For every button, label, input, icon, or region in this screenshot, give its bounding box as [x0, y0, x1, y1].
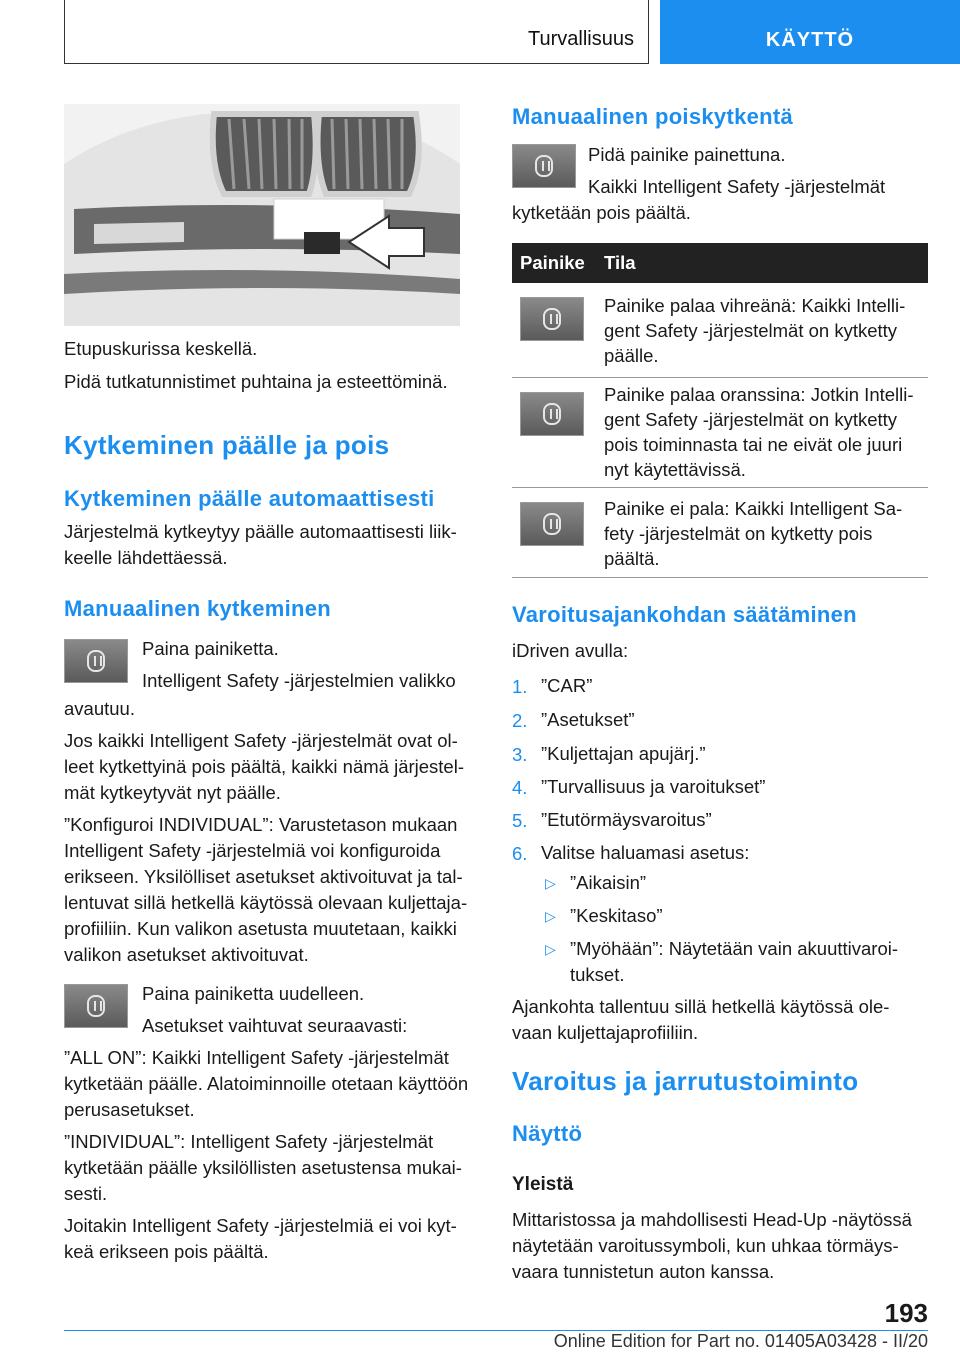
table-row [512, 283, 928, 378]
safety-button-icon [520, 502, 584, 546]
heading-auto-on: Kytkeminen päälle automaattisesti [64, 486, 435, 511]
safety-button-icon [64, 639, 128, 683]
image-caption-location: Etupuskurissa keskellä. [64, 338, 258, 359]
header-chapter-label: KÄYTTÖ [765, 29, 855, 51]
heading-general: Yleistä [512, 1174, 574, 1195]
table-cell-line: nyt käytettävissä. [604, 459, 746, 480]
step-number: 6. [512, 843, 528, 864]
triangle-bullet-icon: ▷ [545, 908, 556, 924]
manual-menu-text-2: avautuu. [64, 698, 135, 719]
heading-warning-timing: Varoitusajankohdan säätäminen [512, 602, 857, 627]
auto-on-text-1: Järjestelmä kytkeytyy päälle automaattisesti liik- [64, 521, 457, 542]
manual-off-hold-text: Pidä painike painettuna. [588, 144, 786, 165]
safety-button-icon [520, 297, 584, 341]
table-cell-line: gent Safety -järjestelmät on kytketty [604, 320, 898, 341]
some-systems-line-1: Joitakin Intelligent Safety -järjestelmiä ei voi kyt- [64, 1215, 457, 1236]
step-text: ”Turvallisuus ja varoitukset” [541, 776, 766, 797]
table-cell-line: päälle. [604, 345, 659, 366]
table-cell-line: Painike ei pala: Kaikki Intelligent Sa- [604, 498, 903, 519]
manual-all-off-line-3: mät kytkeytyvät nyt päälle. [64, 782, 281, 803]
configure-line-3: erikseen. Yksilölliset asetukset aktivoituvat ja tal- [64, 866, 463, 887]
manual-off-all-text-2: kytketään pois päältä. [512, 202, 691, 223]
table-row [512, 378, 928, 488]
table-cell-line: Painike palaa vihreänä: Kaikki Intelli- [604, 295, 906, 316]
heading-switch-on-off: Kytkeminen päälle ja pois [64, 430, 390, 460]
saved-text-2: vaan kuljettajaprofiiliin. [512, 1022, 699, 1043]
step-number: 2. [512, 710, 528, 731]
some-systems-line-2: keä erikseen pois päältä. [64, 1241, 269, 1262]
step-text: ”CAR” [541, 675, 593, 696]
general-line-3: vaara tunnistetun auton kanssa. [512, 1261, 775, 1282]
triangle-bullet-icon: ▷ [545, 875, 556, 891]
option-text: ”Myöhään”: Näytetään vain akuuttivaroi- [570, 938, 899, 959]
configure-line-4: lentuvat sillä hetkellä käytössä olevaan kuljettaja- [64, 892, 468, 913]
page-number: 193 [884, 1298, 928, 1328]
all-on-line-3: perusasetukset. [64, 1099, 195, 1120]
configure-line-2: Intelligent Safety -järjestelmiä voi konfiguroida [64, 840, 441, 861]
safety-button-icon [520, 392, 584, 436]
all-on-line-2: kytketään päälle. Alatoiminnoille otetaan käyttöön [64, 1073, 469, 1094]
auto-on-text-2: keelle lähdettäessä. [64, 547, 228, 568]
option-text: ”Keskitaso” [570, 905, 663, 926]
step-number: 3. [512, 744, 528, 765]
individual-line-2: kytketään päälle yksilöllisten asetustensa mukai- [64, 1157, 462, 1178]
individual-line-3: sesti. [64, 1183, 108, 1204]
configure-line-1: ”Konfiguroi INDIVIDUAL”: Varustetason mukaan [64, 814, 458, 835]
individual-line-1: ”INDIVIDUAL”: Intelligent Safety -järjestelmät [64, 1131, 434, 1152]
option-text-cont: tukset. [570, 964, 625, 985]
idrive-text: iDriven avulla: [512, 640, 629, 661]
safety-button-icon [512, 144, 576, 188]
manual-menu-text-1: Intelligent Safety -järjestelmien valikko [142, 670, 456, 691]
manual-off-all-text-1: Kaikki Intelligent Safety -järjestelmät [588, 176, 886, 197]
configure-line-6: valikon asetukset aktivoituvat. [64, 944, 309, 965]
heading-warning-braking: Varoitus ja jarrutustoiminto [512, 1066, 859, 1096]
manual-all-off-line-2: leet kytkettyinä pois päältä, kaikki nämä järjestel- [64, 756, 464, 777]
header-section-title: Turvallisuus [528, 28, 634, 50]
all-on-line-1: ”ALL ON”: Kaikki Intelligent Safety -järjestelmät [64, 1047, 449, 1068]
table-cell-line: pois toiminnasta tai ne eivät ole juuri [604, 434, 903, 455]
manual-all-off-line-1: Jos kaikki Intelligent Safety -järjestelmät ovat ol- [64, 730, 458, 751]
header-chapter-tab [660, 0, 960, 64]
step-text: ”Kuljettajan apujärj.” [541, 743, 706, 764]
table-cell-line: gent Safety -järjestelmät on kytketty [604, 409, 898, 430]
step-text: ”Asetukset” [541, 709, 635, 730]
general-line-1: Mittaristossa ja mahdollisesti Head-Up -näytössä [512, 1209, 912, 1230]
step-number: 5. [512, 810, 528, 831]
configure-line-5: profiiliin. Kun valikon asetusta muutetaan, kaikki [64, 918, 457, 939]
table-cell-line: fety -järjestelmät on kytketty pois [604, 523, 873, 544]
general-line-2: näytetään varoitussymboli, kun uhkaa törmäys- [512, 1235, 899, 1256]
settings-change-text: Asetukset vaihtuvat seuraavasti: [142, 1015, 408, 1036]
status-table-header [512, 243, 928, 283]
heading-manual-off: Manuaalinen poiskytkentä [512, 104, 794, 129]
safety-button-icon [64, 984, 128, 1028]
table-col-state: Tila [604, 252, 636, 273]
header-section-box [64, 0, 649, 64]
saved-text-1: Ajankohta tallentuu sillä hetkellä käytössä ole- [512, 996, 890, 1017]
car-front-bumper-image [64, 104, 460, 326]
option-text: ”Aikaisin” [570, 872, 647, 893]
step-number: 4. [512, 777, 528, 798]
heading-manual-on: Manuaalinen kytkeminen [64, 596, 332, 621]
table-row [512, 488, 928, 578]
step-text: Valitse haluamasi asetus: [541, 842, 750, 863]
table-cell-line: päältä. [604, 548, 660, 569]
press-again-text: Paina painiketta uudelleen. [142, 983, 365, 1004]
manual-press-text: Paina painiketta. [142, 638, 279, 659]
heading-display: Näyttö [512, 1121, 583, 1146]
triangle-bullet-icon: ▷ [545, 941, 556, 957]
edition-text: Online Edition for Part no. 01405A03428 - II/20 [553, 1331, 928, 1351]
table-col-button: Painike [520, 252, 585, 273]
table-cell-line: Painike palaa oranssina: Jotkin Intelli- [604, 384, 914, 405]
image-caption-clean: Pidä tutkatunnistimet puhtaina ja esteettöminä. [64, 371, 448, 392]
step-text: ”Etutörmäysvaroitus” [541, 809, 712, 830]
step-number: 1. [512, 676, 528, 697]
